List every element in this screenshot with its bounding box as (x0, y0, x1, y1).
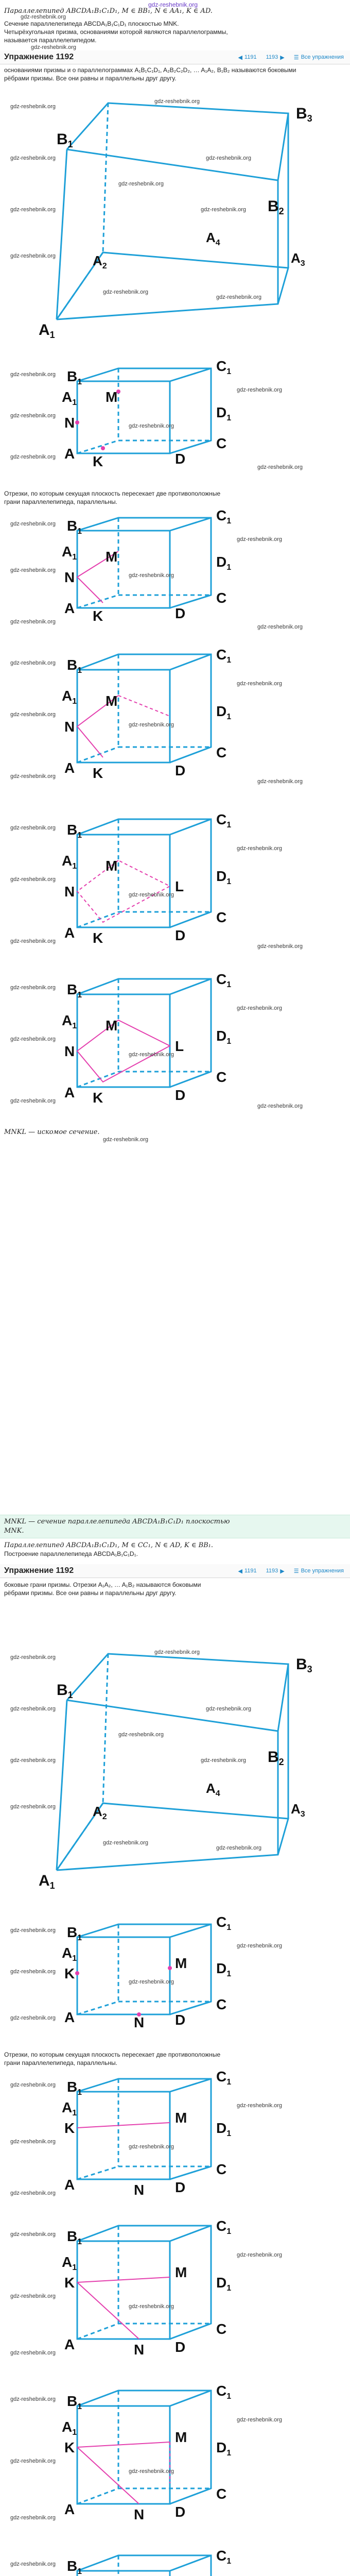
answer-box-1 (0, 1515, 350, 1538)
intro-line-2: Сечение параллелепипеда ABCDA₁B₁C₁D₁ плоскостью MNK. (4, 20, 179, 27)
exercise-title: Упражнение 1192 (4, 1566, 74, 1575)
svg-text:L: L (175, 1038, 184, 1054)
exercise-header-2 (0, 1564, 350, 1578)
ex1-text-3: Отрезки, по которым секущая плоскость пересекает две противоположные (4, 490, 221, 497)
exercise-nav (238, 54, 344, 61)
svg-text:A4: $A_4$ (206, 230, 220, 247)
svg-text:A: A (64, 2501, 75, 2517)
svg-text:B1: $B_1$ (67, 822, 82, 840)
svg-text:B1: $B_1$ (67, 518, 82, 536)
ex2-text-4: грани параллелепипеда, параллельны. (4, 2059, 117, 2066)
svg-text:A: A (64, 760, 75, 776)
svg-text:C: C (216, 2321, 227, 2337)
svg-text:D1: $D_1$ (216, 703, 232, 721)
ex1-text-1: основаниями призмы и о параллелограммах A₁B₁C₁D₁, A₂B₂C₂D₂, … A₁A₂, B₁B₂ называются боковыми (4, 66, 296, 74)
svg-text:gdz-reshebnik.org: gdz-reshebnik.org (10, 711, 56, 718)
svg-text:M: M (175, 1955, 187, 1971)
svg-text:gdz-reshebnik.org: gdz-reshebnik.org (10, 2082, 56, 2088)
list-icon: ☰ (293, 1568, 299, 1574)
svg-text:N: N (64, 569, 75, 585)
ex1-text-2: рёбрами призмы. Все они равны и параллельны друг другу. (4, 75, 177, 82)
svg-text:A1: $A_1$ (39, 1872, 55, 1891)
svg-text:gdz-reshebnik.org: gdz-reshebnik.org (201, 1757, 247, 1764)
svg-text:gdz-reshebnik.org: gdz-reshebnik.org (10, 567, 56, 573)
svg-text:C: C (216, 590, 227, 606)
exercise-title: Упражнение 1192 (4, 53, 74, 61)
svg-text:gdz-reshebnik.org: gdz-reshebnik.org (10, 660, 56, 666)
svg-text:A: A (64, 2177, 75, 2193)
svg-text:gdz-reshebnik.org: gdz-reshebnik.org (237, 2417, 283, 2423)
svg-text:B1: $B_1$ (57, 131, 73, 149)
svg-text:D: D (175, 927, 186, 943)
next-link[interactable]: 1193 ▶ (266, 1568, 285, 1574)
svg-text:C1: $C_1$ (216, 971, 232, 989)
svg-text:C1: $C_1$ (216, 2218, 232, 2236)
chevron-left-icon: ◀ (238, 1568, 242, 1574)
svg-text:D1: $D_1$ (216, 868, 232, 886)
svg-text:C: C (216, 1069, 227, 1085)
svg-text:C: C (216, 2161, 227, 2177)
list-icon: ☰ (293, 54, 299, 61)
svg-text:D: D (175, 451, 186, 467)
svg-text:K: K (64, 1965, 75, 1981)
svg-text:gdz-reshebnik.org: gdz-reshebnik.org (10, 1706, 56, 1712)
intro-line-1: Параллелепипед ABCDA₁B₁C₁D₁, M ∈ BB₁, N ∈ AA₁, K ∈ AD. (4, 7, 213, 15)
svg-text:C: C (216, 744, 227, 760)
svg-text:gdz-reshebnik.org: gdz-reshebnik.org (10, 1757, 56, 1764)
svg-text:C1: $C_1$ (216, 361, 232, 376)
svg-text:K: K (93, 608, 103, 624)
box-figure-5 (0, 809, 350, 963)
svg-text:gdz-reshebnik.org: gdz-reshebnik.org (10, 207, 56, 213)
box-figure-8 (0, 1917, 350, 2040)
box-figure-9 (0, 2071, 350, 2205)
svg-text:B3: $B_3$ (296, 1656, 312, 1674)
intro2-line-1: Параллелепипед ABCDA₁B₁C₁D₁, M ∈ CC₁, N ∈ AD, K ∈ BB₁. (4, 1541, 214, 1549)
svg-text:D1: $D_1$ (216, 1028, 232, 1046)
all-exercises-link[interactable]: ☰ Все упражнения (293, 54, 344, 61)
svg-text:gdz-reshebnik.org: gdz-reshebnik.org (237, 845, 283, 852)
all-exercises-link[interactable]: ☰ Все упражнения (293, 1568, 344, 1574)
svg-text:D: D (175, 2339, 186, 2355)
svg-text:B1: $B_1$ (67, 2393, 82, 2411)
ex2-text-2: рёбрами призмы. Все они равны и параллельны друг другу. (4, 1589, 177, 1597)
svg-text:gdz-reshebnik.org: gdz-reshebnik.org (201, 207, 247, 213)
svg-text:A2: $A_2$ (93, 1804, 107, 1821)
svg-text:A1: $A_1$ (62, 688, 77, 706)
svg-text:gdz-reshebnik.org: gdz-reshebnik.org (237, 1943, 283, 1949)
label-B2: $B_2$ (268, 198, 284, 216)
exercise-header-1 (0, 50, 350, 64)
chevron-left-icon: ◀ (238, 54, 242, 61)
svg-text:gdz-reshebnik.org: gdz-reshebnik.org (10, 2561, 56, 2567)
prev-link[interactable]: ◀ 1191 (238, 54, 257, 61)
svg-text:A1: $A_1$ (62, 2254, 77, 2272)
svg-text:gdz-reshebnik.org: gdz-reshebnik.org (154, 1649, 200, 1655)
svg-text:M: M (106, 693, 118, 709)
svg-text:M: M (175, 2429, 187, 2445)
svg-text:gdz-reshebnik.org: gdz-reshebnik.org (10, 876, 56, 883)
svg-text:gdz-reshebnik.org: gdz-reshebnik.org (129, 892, 174, 898)
svg-text:gdz-reshebnik.org: gdz-reshebnik.org (129, 1979, 174, 1985)
svg-text:gdz-reshebnik.org: gdz-reshebnik.org (10, 619, 56, 625)
box-figure-10 (0, 2215, 350, 2370)
svg-text:A1: $A_1$ (62, 1012, 77, 1030)
svg-text:B1: $B_1$ (67, 2558, 82, 2576)
svg-text:gdz-reshebnik.org: gdz-reshebnik.org (118, 181, 164, 187)
svg-text:gdz-reshebnik.org: gdz-reshebnik.org (103, 289, 149, 295)
svg-text:gdz-reshebnik.org: gdz-reshebnik.org (216, 294, 262, 300)
svg-text:N: N (64, 719, 75, 735)
svg-text:C1: $C_1$ (216, 811, 232, 829)
svg-text:gdz-reshebnik.org: gdz-reshebnik.org (129, 2468, 174, 2475)
svg-text:gdz-reshebnik.org: gdz-reshebnik.org (257, 778, 303, 785)
svg-text:K: K (93, 1090, 103, 1106)
box-figure-11 (0, 2380, 350, 2535)
svg-text:gdz-reshebnik.org: gdz-reshebnik.org (129, 2303, 174, 2310)
svg-text:C: C (216, 435, 227, 451)
svg-text:N: N (64, 415, 75, 431)
svg-text:gdz-reshebnik.org: gdz-reshebnik.org (10, 413, 56, 419)
svg-text:D1: $D_1$ (216, 2439, 232, 2458)
svg-text:L: L (175, 878, 184, 894)
svg-text:gdz-reshebnik.org: gdz-reshebnik.org (237, 681, 283, 687)
svg-text:A1: $A_1$ (62, 2099, 77, 2117)
ex2-text-1: боковые грани призмы. Отрезки A₁A₂, … A₁B₂ называются боковыми (4, 1581, 201, 1588)
ex2-text-3: Отрезки, по которым секущая плоскость пересекает две противоположные (4, 2051, 221, 2058)
svg-text:B2: $B_2$ (268, 1749, 284, 1767)
svg-text:gdz-reshebnik.org: gdz-reshebnik.org (10, 2350, 56, 2356)
svg-text:gdz-reshebnik.org: gdz-reshebnik.org (10, 104, 56, 110)
svg-text:D1: $D_1$ (216, 1960, 232, 1978)
svg-text:A: A (64, 925, 75, 941)
svg-text:gdz-reshebnik.org: gdz-reshebnik.org (10, 2293, 56, 2299)
svg-text:A1: $A_1$ (62, 1945, 77, 1963)
exercise-nav (238, 1568, 344, 1574)
svg-text:D: D (175, 605, 186, 621)
svg-text:K: K (93, 930, 103, 946)
svg-text:A1: $A_1$ (62, 2419, 77, 2437)
svg-text:A: A (64, 600, 75, 616)
svg-text:A4: $A_4$ (206, 1781, 220, 1798)
svg-text:K: K (64, 2275, 75, 2291)
intro-line-4: называется параллелепипедом. (4, 37, 97, 44)
svg-text:gdz-reshebnik.org: gdz-reshebnik.org (10, 2515, 56, 2521)
svg-text:M: M (106, 389, 118, 405)
svg-text:D1: $D_1$ (216, 2275, 232, 2293)
ex1-caption: MNKL — искомое сечение. (4, 1128, 100, 1136)
svg-text:N: N (134, 2182, 145, 2198)
svg-text:A3: $A_3$ (291, 1801, 305, 1819)
box-figure-3 (0, 510, 350, 639)
svg-text:gdz-reshebnik.org: gdz-reshebnik.org (129, 1052, 174, 1058)
svg-text:C1: $C_1$ (216, 647, 232, 665)
svg-text:gdz-reshebnik.org: gdz-reshebnik.org (129, 722, 174, 728)
svg-text:gdz-reshebnik.org: gdz-reshebnik.org (10, 454, 56, 460)
svg-text:gdz-reshebnik.org: gdz-reshebnik.org (10, 1098, 56, 1104)
svg-text:C1: $C_1$ (216, 2071, 232, 2087)
svg-text:gdz-reshebnik.org: gdz-reshebnik.org (237, 387, 283, 393)
svg-text:gdz-reshebnik.org: gdz-reshebnik.org (237, 2252, 283, 2258)
svg-text:M: M (175, 2264, 187, 2280)
svg-text:M: M (106, 858, 118, 874)
svg-text:A: A (64, 446, 75, 462)
svg-text:A1: $A_1$ (62, 389, 77, 407)
svg-text:A: A (64, 2009, 75, 2025)
svg-text:gdz-reshebnik.org: gdz-reshebnik.org (10, 825, 56, 831)
svg-text:M: M (106, 1018, 118, 1033)
svg-text:gdz-reshebnik.org: gdz-reshebnik.org (237, 536, 283, 543)
svg-text:D1: $D_1$ (216, 2120, 232, 2138)
svg-text:C: C (216, 1996, 227, 2012)
svg-text:B3: $B_3$ (296, 105, 312, 124)
svg-text:D: D (175, 2012, 186, 2028)
svg-text:N: N (134, 2342, 145, 2358)
svg-text:gdz-reshebnik.org: gdz-reshebnik.org (10, 985, 56, 991)
svg-text:gdz-reshebnik.org: gdz-reshebnik.org (257, 464, 303, 470)
svg-text:gdz-reshebnik.org: gdz-reshebnik.org (237, 2103, 283, 2109)
svg-text:C1: $C_1$ (216, 1917, 232, 1932)
svg-text:B1: $B_1$ (67, 368, 82, 386)
svg-text:A2: $A_2$ (93, 253, 107, 270)
svg-text:gdz-reshebnik.org: gdz-reshebnik.org (10, 1969, 56, 1975)
svg-text:gdz-reshebnik.org: gdz-reshebnik.org (103, 1840, 149, 1846)
intro-line-3: Четырёхугольная призма, основаниями которой являются параллелограммы, (4, 28, 228, 36)
svg-text:B1: $B_1$ (67, 1924, 82, 1942)
prism-figure-7 (0, 1638, 350, 1906)
svg-text:gdz-reshebnik.org: gdz-reshebnik.org (10, 1654, 56, 1660)
svg-text:A1: $A_1$ (39, 321, 55, 340)
svg-text:K: K (64, 2439, 75, 2455)
svg-text:A: A (64, 1084, 75, 1100)
box-figure-12 (0, 2545, 350, 2576)
watermark: gdz-reshebnik.org (103, 1137, 149, 1143)
svg-text:D: D (175, 2504, 186, 2520)
svg-text:A1: $A_1$ (62, 853, 77, 871)
watermark: gdz-reshebnik.org (31, 44, 77, 50)
svg-text:gdz-reshebnik.org: gdz-reshebnik.org (10, 1804, 56, 1810)
svg-text:B1: $B_1$ (67, 2079, 82, 2097)
svg-text:gdz-reshebnik.org: gdz-reshebnik.org (10, 1036, 56, 1042)
svg-text:D1: $D_1$ (216, 404, 232, 422)
chevron-right-icon: ▶ (280, 54, 285, 61)
site-link[interactable]: gdz-reshebnik.org (148, 1, 198, 8)
svg-text:K: K (93, 765, 103, 781)
svg-text:gdz-reshebnik.org: gdz-reshebnik.org (10, 773, 56, 779)
svg-text:N: N (134, 2506, 145, 2522)
svg-text:gdz-reshebnik.org: gdz-reshebnik.org (10, 2190, 56, 2196)
svg-text:gdz-reshebnik.org: gdz-reshebnik.org (129, 572, 174, 579)
svg-text:gdz-reshebnik.org: gdz-reshebnik.org (10, 2015, 56, 2021)
ex1-text-4: грани параллелепипеда, параллельны. (4, 498, 117, 505)
svg-text:N: N (134, 2014, 145, 2030)
svg-text:gdz-reshebnik.org: gdz-reshebnik.org (10, 521, 56, 527)
svg-text:gdz-reshebnik.org: gdz-reshebnik.org (10, 2396, 56, 2402)
svg-text:gdz-reshebnik.org: gdz-reshebnik.org (257, 943, 303, 950)
svg-text:gdz-reshebnik.org: gdz-reshebnik.org (129, 423, 174, 429)
svg-text:gdz-reshebnik.org: gdz-reshebnik.org (206, 155, 252, 161)
svg-text:C1: $C_1$ (216, 510, 232, 526)
svg-text:A3: $A_3$ (291, 250, 305, 268)
chevron-right-icon: ▶ (280, 1568, 285, 1574)
svg-text:gdz-reshebnik.org: gdz-reshebnik.org (10, 2139, 56, 2145)
answer-line-2: MNK. (4, 1527, 24, 1535)
svg-text:N: N (64, 1043, 75, 1059)
svg-text:D: D (175, 762, 186, 778)
svg-text:gdz-reshebnik.org: gdz-reshebnik.org (10, 1927, 56, 1934)
svg-text:gdz-reshebnik.org: gdz-reshebnik.org (10, 2231, 56, 2238)
svg-text:C1: $C_1$ (216, 2383, 232, 2401)
svg-text:B1: $B_1$ (57, 1682, 73, 1700)
svg-text:gdz-reshebnik.org: gdz-reshebnik.org (206, 1706, 252, 1712)
box-figure-6 (0, 969, 350, 1123)
svg-text:D: D (175, 1087, 186, 1103)
svg-text:C1: $C_1$ (216, 2548, 232, 2566)
svg-text:N: N (64, 884, 75, 900)
svg-text:B1: $B_1$ (67, 981, 82, 999)
svg-text:gdz-reshebnik.org: gdz-reshebnik.org (10, 253, 56, 259)
svg-text:gdz-reshebnik.org: gdz-reshebnik.org (154, 98, 200, 105)
svg-text:gdz-reshebnik.org: gdz-reshebnik.org (237, 1005, 283, 1011)
svg-text:D: D (175, 2179, 186, 2195)
svg-text:gdz-reshebnik.org: gdz-reshebnik.org (257, 624, 303, 630)
svg-text:M: M (175, 2110, 187, 2126)
prism-figure-1 (0, 88, 350, 355)
watermark: gdz-reshebnik.org (21, 14, 66, 20)
svg-text:D1: $D_1$ (216, 554, 232, 572)
svg-text:K: K (64, 2120, 75, 2136)
intro2-line-2: Построение параллелепипеда ABCDA₁B₁C₁D₁. (4, 1550, 138, 1557)
svg-text:gdz-reshebnik.org: gdz-reshebnik.org (10, 155, 56, 161)
svg-text:gdz-reshebnik.org: gdz-reshebnik.org (216, 1845, 262, 1851)
svg-text:A1: $A_1$ (62, 544, 77, 562)
svg-text:gdz-reshebnik.org: gdz-reshebnik.org (10, 371, 56, 378)
svg-text:C: C (216, 2486, 227, 2502)
svg-text:gdz-reshebnik.org: gdz-reshebnik.org (129, 2144, 174, 2150)
svg-text:gdz-reshebnik.org: gdz-reshebnik.org (257, 1103, 303, 1109)
svg-text:K: K (93, 453, 103, 469)
svg-text:gdz-reshebnik.org: gdz-reshebnik.org (118, 1732, 164, 1738)
next-link[interactable]: 1193 ▶ (266, 54, 285, 61)
svg-text:M: M (106, 549, 118, 565)
svg-text:A: A (64, 2336, 75, 2352)
box-figure-4 (0, 644, 350, 799)
svg-text:B1: $B_1$ (67, 657, 82, 675)
svg-text:B1: $B_1$ (67, 2228, 82, 2246)
prev-link[interactable]: ◀ 1191 (238, 1568, 257, 1574)
svg-text:C: C (216, 909, 227, 925)
svg-text:gdz-reshebnik.org: gdz-reshebnik.org (10, 2458, 56, 2464)
svg-text:gdz-reshebnik.org: gdz-reshebnik.org (10, 938, 56, 944)
box-figure-2 (0, 361, 350, 484)
answer-line-1: MNKL — сечение параллелепипеда ABCDA₁B₁C₁D₁ плоскостью (4, 1518, 230, 1526)
